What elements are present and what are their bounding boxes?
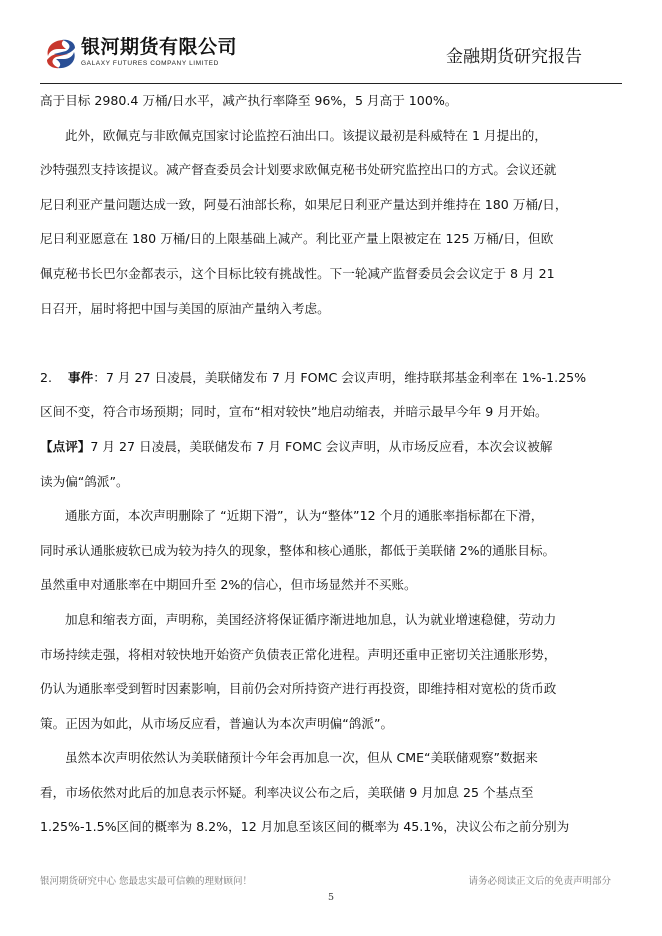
report-title: 金融期货研究报告	[446, 47, 582, 67]
text-line: 尼日利亚产量问题达成一致，阿曼石油部长称，如果尼日利亚产量达到并维持在 180 万桶/日，	[40, 196, 568, 212]
text-line: 日召开，届时将把中国与美国的原油产量纳入考虑。	[40, 300, 330, 316]
text-line: 虽然重申对通胀率在中期回升至 2%的信心，但市场显然并不买账。	[40, 577, 417, 593]
text-line: 加息和缩表方面，声明称，美国经济将保证循序渐进地加息，认为就业增速稳健，劳动力	[65, 611, 557, 627]
event-text: ：7 月 27 日凌晨，美联储发布 7 月 FOMC 会议声明，维持联邦基金利率在 1%-1.25%	[93, 369, 587, 385]
event-label: 事件	[68, 369, 94, 385]
event-number: 2.	[40, 369, 53, 385]
text-line: 策。正因为如此，从市场反应看，普遍认为本次声明偏“鸽派”。	[40, 715, 394, 731]
text-line: 高于目标 2980.4 万桶/日水平，减产执行率降至 96%，5 月高于 100%。	[40, 93, 458, 108]
text-line: 沙特强烈支持该提议。减产督查委员会计划要求欧佩克秘书处研究监控出口的方式。会议还就	[40, 162, 557, 178]
text-line: 虽然本次声明依然认为美联储预计今年会再加息一次，但从 CME“美联储观察”数据来	[65, 750, 538, 766]
text-line: 佩克秘书长巴尔金都表示，这个目标比较有挑战性。下一轮减产监督委员会会议定于 8 月 21	[40, 265, 555, 281]
text-line: 同时承认通胀疲软已成为较为持久的现象，整体和核心通胀，都低于美联储 2%的通胀目标。	[40, 542, 556, 558]
company-name-cn: 银河期货有限公司	[81, 36, 238, 58]
text-line: 通胀方面，本次声明删除了 “近期下滑”，认为“整体”12 个月的通胀率指标都在下滑，	[65, 508, 544, 524]
event-line	[40, 361, 587, 396]
galaxy-logo-icon	[44, 38, 78, 70]
text-line: 区间不变，符合市场预期；同时，宣布“相对较快”地启动缩表，并暗示最早今年 9 月开始。	[40, 404, 548, 420]
text-line: 尼日利亚愿意在 180 万桶/日的上限基础上减产。利比亚产量上限被定在 125 万桶/日，但欧	[40, 231, 554, 247]
comment-text: 7 月 27 日凌晨，美联储发布 7 月 FOMC 会议声明，从市场反应看，本次会议被解	[90, 438, 553, 454]
text-line: 1.25%-1.5%区间的概率为 8.2%，12 月加息至该区间的概率为 45.1%，决议公布之前分别为	[40, 819, 570, 835]
text-line: 市场持续走强，将相对较快地开始资产负债表正常化进程。声明还重申正密切关注通胀形势，	[40, 646, 557, 662]
text-line: 看，市场依然对此后的加息表示怀疑。利率决议公布之后，美联储 9 月加息 25 个基点至	[40, 784, 534, 800]
text-line: 此外，欧佩克与非欧佩克国家讨论监控石油出口。该提议最初是科威特在 1 月提出的，	[65, 127, 547, 143]
text-line: 仍认为通胀率受到暂时因素影响，目前仍会对所持资产进行再投资，即维持相对宽松的货币政	[40, 681, 557, 697]
footer-slogan: 银河期货研究中心 您最忠实最可信赖的理财顾问！	[40, 876, 253, 887]
comment-line	[40, 430, 553, 465]
page-number: 5	[327, 892, 335, 903]
footer-disclaimer-note: 请务必阅读正文后的免责声明部分	[468, 876, 611, 887]
company-name-en: GALAXY FUTURES COMPANY LIMITED	[81, 60, 219, 67]
document-body	[40, 84, 587, 845]
text-line: 读为偏“鸽派”。	[40, 473, 129, 489]
comment-label: 【点评】	[40, 438, 91, 454]
